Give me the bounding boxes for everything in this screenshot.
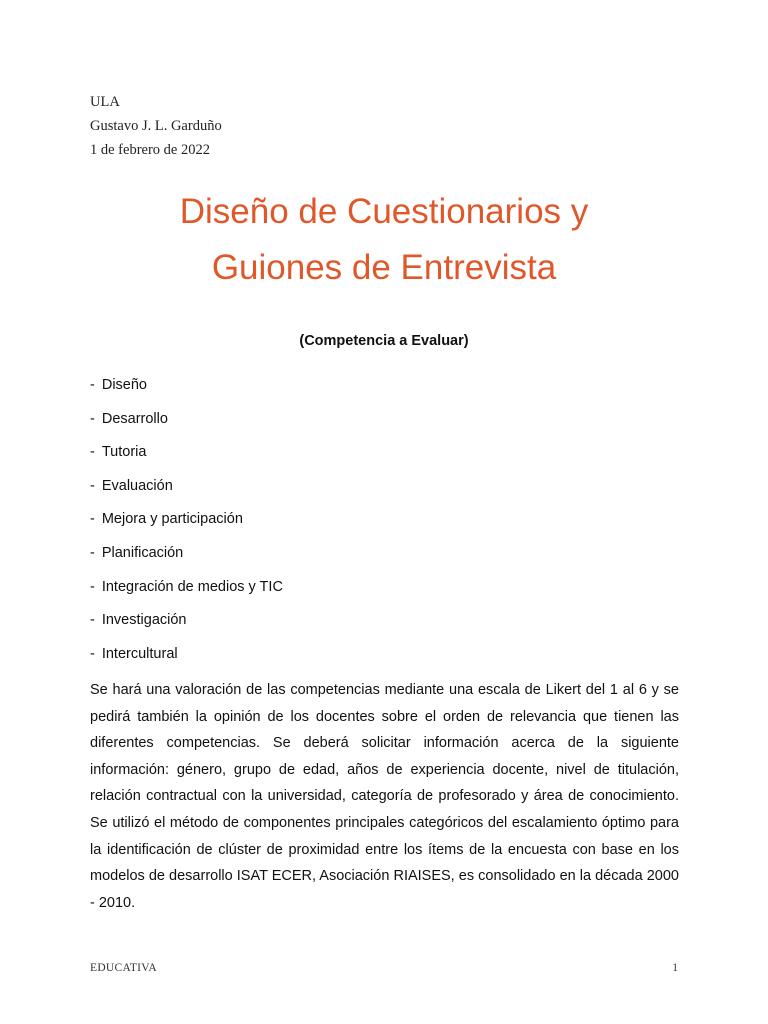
document-date: 1 de febrero de 2022 bbox=[90, 142, 210, 158]
list-item-label: Integración de medios y TIC bbox=[101, 578, 283, 595]
list-item-label: Diseño bbox=[101, 377, 147, 393]
list-item bbox=[90, 408, 283, 442]
list-item-label: Intercultural bbox=[101, 645, 178, 662]
author-name: Gustavo J. L. Garduño bbox=[90, 118, 222, 134]
body-paragraph: Se hará una valoración de las competencias mediante una escala de Likert del 1 al 6 y se pedirá también la opinión de los docentes sobre el orden de relevancia que tienen las diferentes competencias. Se deberá solicitar información acerca de la siguiente información: género, grupo de edad, años de experiencia docente, nivel de titulación, relación contractual con la universidad, categoría de profesorado y área de conocimiento. Se utilizó el método de componentes principales categóricos del escalamiento óptimo para la identificación de clúster de proximidad entre los ítems de la encuesta con base en los modelos de desarrollo ISAT ECER, Asociación RIAISES, es consolidado en la década 2000 - 2010. bbox=[90, 682, 679, 911]
list-item bbox=[90, 374, 283, 408]
section-subtitle: (Competencia a Evaluar) bbox=[299, 333, 469, 349]
list-marker: - bbox=[90, 544, 95, 561]
list-item-label: Evaluación bbox=[101, 477, 173, 494]
title-line-2: Guiones de Entrevista bbox=[211, 248, 557, 287]
list-marker: - bbox=[90, 444, 95, 461]
list-item-label: Planificación bbox=[101, 544, 184, 561]
document-title bbox=[0, 184, 768, 296]
list-item bbox=[90, 609, 283, 643]
list-marker: - bbox=[90, 410, 95, 427]
list-item-label: Mejora y participación bbox=[101, 511, 243, 528]
list-item bbox=[90, 643, 283, 677]
list-marker: - bbox=[90, 511, 95, 528]
list-marker: - bbox=[90, 377, 95, 393]
document-header bbox=[90, 90, 222, 162]
list-item bbox=[90, 542, 283, 576]
list-item-label: Desarrollo bbox=[101, 410, 168, 427]
page-number: 1 bbox=[672, 962, 678, 974]
list-marker: - bbox=[90, 477, 95, 494]
list-item-label: Investigación bbox=[101, 612, 187, 629]
competency-list bbox=[90, 374, 283, 676]
title-line-1: Diseño de Cuestionarios y bbox=[179, 192, 589, 231]
list-item bbox=[90, 475, 283, 509]
list-item bbox=[90, 576, 283, 610]
list-item-label: Tutoria bbox=[101, 444, 147, 461]
list-marker: - bbox=[90, 612, 95, 629]
footer-label: EDUCATIVA bbox=[90, 962, 158, 974]
list-marker: - bbox=[90, 645, 95, 662]
list-marker: - bbox=[90, 578, 95, 595]
institution-name: ULA bbox=[90, 94, 120, 110]
list-item bbox=[90, 508, 283, 542]
list-item bbox=[90, 441, 283, 475]
